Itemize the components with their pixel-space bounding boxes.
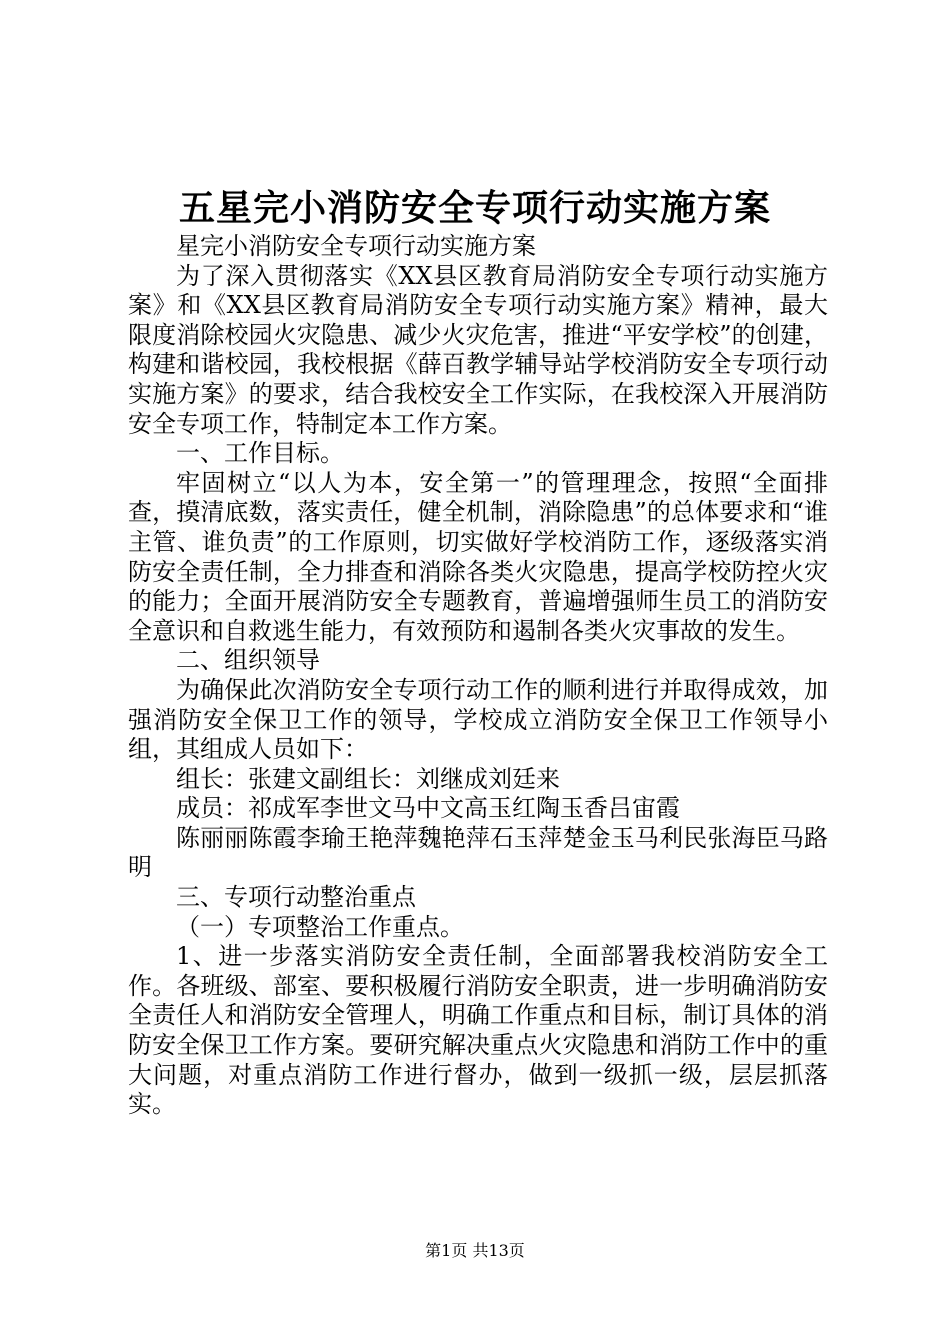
subtitle-paragraph: 星完小消防安全专项行动实施方案 [176,232,536,260]
section-heading-goals: 一、工作目标。 [176,439,344,468]
section-heading-organization: 二、组织领导 [176,646,320,675]
intro-paragraph: 为了深入贯彻落实《XX县区教育局消防安全专项行动实施方案》和《XX县区教育局消防安全专项行动实施方案》精神，最大限度消除校园火灾隐患、减少火灾危害，推进“平安学校”的创建，构建和谐校园，我校根据《薛百教学辅导站学校消防安全专项行动实施方案》的要求，结合我校安全工作实际，在我校深入开展消防安全专项工作，特制定本工作方案。 [128,261,828,438]
organization-paragraph: 为确保此次消防安全专项行动工作的顺利进行并取得成效，加强消防安全保卫工作的领导，学校成立消防安全保卫工作领导小组，其组成人员如下： [128,675,828,764]
members-line: 成员：祁成军李世文马中文高玉红陶玉香吕宙霞 [176,794,680,823]
section-heading-priorities: 三、专项行动整治重点 [176,883,416,912]
subsection-heading: （一）专项整治工作重点。 [176,912,464,941]
document-body [128,232,828,1120]
document-title: 五星完小消防安全专项行动实施方案 [178,187,771,229]
members-continued-paragraph: 陈丽丽陈霞李瑜王艳萍魏艳萍石玉萍楚金玉马利民张海臣马路明 [128,823,828,882]
goals-paragraph: 牢固树立“以人为本，安全第一”的管理理念，按照“全面排查，摸清底数，落实责任，健全机制，消除隐患”的总体要求和“谁主管、谁负责”的工作原则，切实做好学校消防工作，逐级落实消防安全责任制，全力排查和消除各类火灾隐患，提高学校防控火灾的能力；全面开展消防安全专题教育，普遍增强师生员工的消防安全意识和自救逃生能力，有效预防和遏制各类火灾事故的发生。 [128,468,828,645]
page-footer: 第1页 共13页 [425,1241,525,1260]
leaders-line: 组长：张建文副组长：刘继成刘廷来 [176,764,560,793]
item-1-paragraph: 1、进一步落实消防安全责任制，全面部署我校消防安全工作。各班级、部室、要积极履行消防安全职责，进一步明确消防安全责任人和消防安全管理人，明确工作重点和目标，制订具体的消防安全保卫工作方案。要研究解决重点火灾隐患和消防工作中的重大问题，对重点消防工作进行督办，做到一级抓一级，层层抓落实。 [128,942,828,1119]
